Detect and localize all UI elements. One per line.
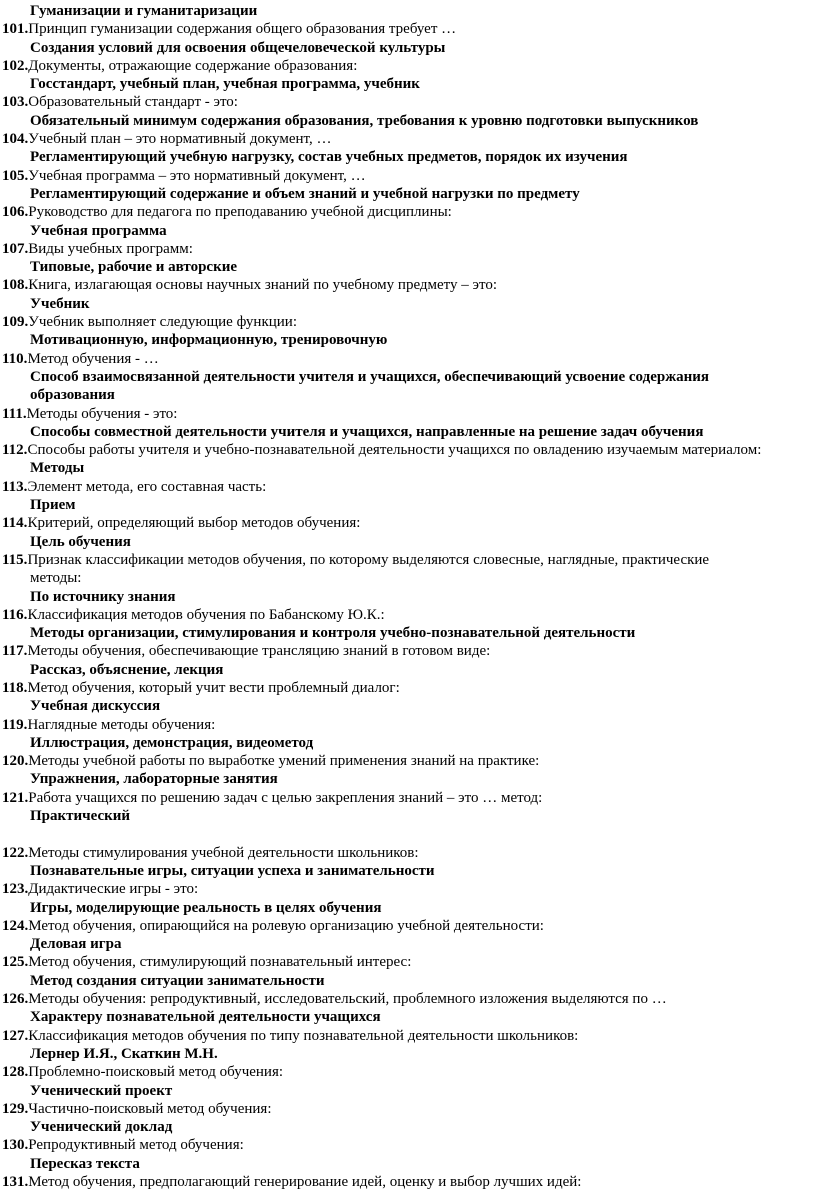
answer-text: Учебная дискуссия [30, 698, 161, 715]
answer-text: Регламентирующий содержание и объем знаний и учебной нагрузки по предмету [30, 185, 580, 202]
answer-text: Регламентирующий учебную нагрузку, состав учебных предметов, порядок их изучения [30, 149, 628, 166]
answer-text: Способы совместной деятельности учителя и учащихся, направленные на решение задач обучения [30, 423, 704, 440]
question-text: Проблемно-поисковый метод обучения: [28, 1064, 284, 1081]
question-text: Учебная программа – это нормативный документ, … [28, 167, 366, 184]
section-heading: Гуманизации и гуманитаризации [30, 3, 258, 19]
answer-text: Цель обучения [30, 533, 131, 550]
question-line [0, 350, 816, 368]
question-line [0, 880, 816, 898]
question-text: Метод обучения, предполагающий генерирование идей, оценку и выбор лучших идей: [28, 1174, 582, 1190]
question-text: Документы, отражающие содержание образования: [28, 57, 358, 74]
question-number: 116. [2, 606, 28, 623]
question-line [0, 93, 816, 111]
answer-text: Игры, моделирующие реальность в целях обучения [30, 899, 382, 916]
question-text: Метод обучения, опирающийся на ролевую организацию учебной деятельности: [28, 917, 544, 934]
question-number: 130. [2, 1137, 29, 1154]
answer-text: Обязательный минимум содержания образования, требования к уровню подготовки выпускников [30, 112, 699, 129]
question-text: Виды учебных программ: [28, 240, 193, 257]
answer-text: Мотивационную, информационную, тренировочную [30, 332, 388, 349]
question-text: Репродуктивный метод обучения: [28, 1137, 244, 1154]
question-number: 129. [2, 1100, 29, 1117]
answer-text: Метод создания ситуации занимательности [30, 972, 325, 989]
question-text: Способы работы учителя и учебно-познавательной деятельности учащихся по овладению изучаемым материалом: [27, 442, 762, 459]
question-line [0, 569, 816, 587]
question-line [0, 1063, 816, 1081]
question-number: 126. [2, 991, 29, 1008]
question-text: Частично-поисковый метод обучения: [28, 1100, 272, 1117]
question-text: Книга, излагающая основы научных знаний по учебному предмету – это: [28, 277, 498, 294]
question-line [0, 405, 816, 423]
answer-text: Пересказ текста [30, 1155, 140, 1172]
question-line [0, 167, 816, 185]
answer-text: Иллюстрация, демонстрация, видеометод [30, 734, 314, 751]
question-number: 114. [2, 515, 28, 532]
question-text: Принцип гуманизации содержания общего образования требует … [28, 21, 457, 38]
question-number: 112. [2, 442, 28, 459]
question-text: Методы обучения, обеспечивающие трансляцию знаний в готовом виде: [27, 643, 491, 660]
question-line [0, 1100, 816, 1118]
question-text: методы: [30, 570, 82, 587]
question-number: 123. [2, 881, 29, 898]
question-text: Учебный план – это нормативный документ, … [28, 131, 332, 148]
question-text: Методы стимулирования учебной деятельности школьников: [28, 844, 419, 861]
question-number: 101. [2, 21, 29, 38]
question-line [0, 752, 816, 770]
question-number: 119. [2, 716, 28, 733]
answer-text: Деловая игра [30, 936, 122, 953]
question-line [0, 844, 816, 862]
question-number: 110. [2, 350, 28, 367]
question-list [0, 20, 816, 1191]
question-number: 113. [2, 478, 28, 495]
question-line [0, 276, 816, 294]
question-line [0, 789, 816, 807]
answer-text: Учебник [30, 295, 90, 312]
question-number: 109. [2, 314, 29, 331]
answer-text: Методы организации, стимулирования и контроля учебно-познавательной деятельности [30, 625, 636, 642]
answer-text: Ученический проект [30, 1082, 173, 1099]
question-line [0, 313, 816, 331]
question-number: 104. [2, 131, 29, 148]
question-number: 111. [2, 405, 27, 422]
question-number: 125. [2, 954, 29, 971]
question-line [0, 57, 816, 75]
question-text: Метод обучения - … [27, 350, 159, 367]
question-line [0, 606, 816, 624]
question-text: Работа учащихся по решению задач с целью закрепления знаний – это … метод: [28, 789, 543, 806]
question-number: 118. [2, 679, 28, 696]
question-number: 107. [2, 240, 29, 257]
question-text: Наглядные методы обучения: [27, 716, 216, 733]
answer-text: Методы [30, 460, 85, 477]
question-number: 120. [2, 753, 29, 770]
question-text: Элемент метода, его составная часть: [27, 478, 267, 495]
question-text: Образовательный стандарт - это: [28, 94, 238, 111]
answer-text: Ученический доклад [30, 1119, 173, 1136]
answer-text: Госстандарт, учебный план, учебная программа, учебник [30, 76, 420, 93]
question-line [0, 1136, 816, 1154]
document-page [0, 2, 816, 1191]
question-line [0, 953, 816, 971]
blank-line [0, 825, 816, 843]
question-line [0, 551, 816, 569]
question-line [0, 642, 816, 660]
question-number: 131. [2, 1174, 29, 1190]
answer-text: Рассказ, объяснение, лекция [30, 661, 224, 678]
answer-text: Типовые, рабочие и авторские [30, 259, 238, 276]
question-text: Методы учебной работы по выработке умений применения знаний на практике: [28, 753, 540, 770]
question-text: Дидактические игры - это: [28, 881, 199, 898]
question-line [0, 20, 816, 38]
answer-text: Способ взаимосвязанной деятельности учителя и учащихся, обеспечивающий усвоение содержания [30, 368, 709, 385]
question-number: 121. [2, 789, 29, 806]
question-line [0, 130, 816, 148]
question-text: Методы обучения: репродуктивный, исследовательский, проблемного изложения выделяются по … [28, 991, 667, 1008]
question-number: 122. [2, 844, 29, 861]
question-number: 127. [2, 1027, 29, 1044]
answer-text: Учебная программа [30, 222, 167, 239]
question-text: Метод обучения, стимулирующий познавательный интерес: [28, 954, 412, 971]
question-line [0, 1173, 816, 1191]
question-line [0, 679, 816, 697]
question-number: 124. [2, 917, 29, 934]
question-text: Классификация методов обучения по Бабанскому Ю.К.: [27, 606, 385, 623]
answer-text: образования [30, 387, 115, 404]
question-text: Критерий, определяющий выбор методов обучения: [27, 515, 361, 532]
answer-text: Характеру познавательной деятельности учащихся [30, 1009, 381, 1026]
question-line [0, 917, 816, 935]
question-text: Признак классификации методов обучения, по которому выделяются словесные, наглядные, практические [27, 551, 710, 568]
answer-text: Лернер И.Я., Скаткин М.Н. [30, 1045, 218, 1062]
question-line [0, 441, 816, 459]
question-number: 105. [2, 167, 29, 184]
question-number: 117. [2, 643, 28, 660]
answer-text: Упражнения, лабораторные занятия [30, 771, 278, 788]
question-text: Учебник выполняет следующие функции: [28, 314, 297, 331]
question-line [0, 1027, 816, 1045]
question-text: Руководство для педагога по преподаванию учебной дисциплины: [28, 204, 452, 221]
answer-text: Создания условий для освоения общечеловеческой культуры [30, 39, 446, 56]
answer-text: Практический [30, 808, 131, 825]
question-line [0, 990, 816, 1008]
question-line [0, 514, 816, 532]
question-line [0, 203, 816, 221]
answer-text: По источнику знания [30, 588, 176, 605]
answer-text: Познавательные игры, ситуации успеха и занимательности [30, 862, 435, 879]
question-number: 103. [2, 94, 29, 111]
answer-text: Прием [30, 497, 76, 514]
question-number: 108. [2, 277, 29, 294]
question-text: Методы обучения - это: [26, 405, 178, 422]
question-line [0, 478, 816, 496]
question-number: 128. [2, 1064, 29, 1081]
question-line [0, 716, 816, 734]
question-text: Классификация методов обучения по типу познавательной деятельности школьников: [28, 1027, 579, 1044]
question-line [0, 240, 816, 258]
question-number: 106. [2, 204, 29, 221]
question-number: 102. [2, 57, 29, 74]
question-text: Метод обучения, который учит вести проблемный диалог: [27, 679, 400, 696]
question-number: 115. [2, 551, 28, 568]
